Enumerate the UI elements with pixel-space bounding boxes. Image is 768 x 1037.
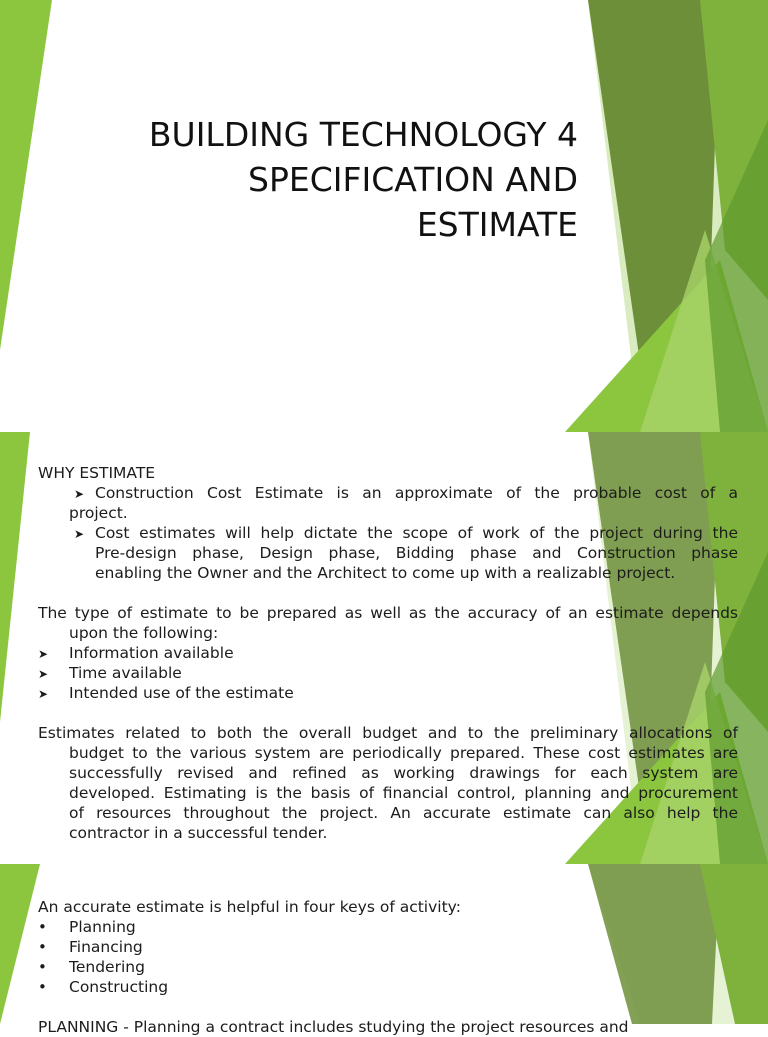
list-item [38,937,738,957]
bullet-text: Construction Cost Estimate is an approximate of the probable cost of a [95,484,738,502]
title-line: BUILDING TECHNOLOGY 4 [148,115,578,154]
paragraph-text: Estimates related to both the overall budget and to the preliminary allocations of [38,724,738,742]
key-activities-slide [0,864,768,1036]
list-text: Time available [69,664,182,682]
bullet-text: Cost estimates will help dictate the scope of work of the project during the [95,524,738,542]
why-estimate-slide [0,432,768,864]
arrow-bullet-icon: ➤ [38,667,49,681]
list-item [38,957,738,977]
list-text: Tendering [69,958,145,976]
slide-body [38,897,738,1037]
list-text: Planning [69,918,136,936]
bullet-dot-icon: • [38,978,47,996]
section-heading: WHY ESTIMATE [38,464,156,482]
paragraph-text: budget to the various system are periodically prepared. These cost estimates are [69,744,738,762]
arrow-bullet-icon: ➤ [38,647,49,661]
bullet-dot-icon: • [38,938,47,956]
bullet-dot-icon: • [38,918,47,936]
paragraph-text: upon the following: [69,624,219,642]
list-item [38,683,738,703]
list-text: Intended use of the estimate [69,684,294,702]
list-text: Financing [69,938,143,956]
arrow-bullet-icon: ➤ [38,687,49,701]
list-item [38,643,738,663]
bullet-text: enabling the Owner and the Architect to come up with a realizable project. [95,564,676,582]
title-slide [0,0,768,432]
list-item [38,977,738,997]
left-green-triangle [0,864,40,1024]
arrow-bullet-icon: ➤ [74,527,85,541]
list-item [38,917,738,937]
list-item [38,523,738,543]
paragraph-text: An accurate estimate is helpful in four keys of activity: [38,898,461,916]
slide-title [58,112,578,247]
paragraph-text: The type of estimate to be prepared as well as the accuracy of an estimate depends [38,604,738,622]
title-line: SPECIFICATION AND [248,160,578,199]
list-text: Constructing [69,978,169,996]
paragraph-text: PLANNING - Planning a contract includes studying the project resources and [38,1018,629,1036]
slide-body [38,463,738,843]
bullet-text: Pre-design phase, Design phase, Bidding phase and Construction phase [95,544,738,562]
list-item [38,663,738,683]
bullet-dot-icon: • [38,958,47,976]
list-text: Information available [69,644,234,662]
paragraph-text: of resources throughout the project. An accurate estimate can also help the [69,804,738,822]
left-green-triangle [0,0,52,350]
arrow-bullet-icon: ➤ [74,487,85,501]
bullet-text: project. [69,504,128,522]
list-item [38,483,738,503]
paragraph-text: developed. Estimating is the basis of financial control, planning and procurement [69,784,738,802]
paragraph-text: successfully revised and refined as working drawings for each system are [69,764,738,782]
left-green-triangle [0,432,30,722]
paragraph-text: contractor in a successful tender. [69,824,328,842]
title-line: ESTIMATE [416,205,578,244]
